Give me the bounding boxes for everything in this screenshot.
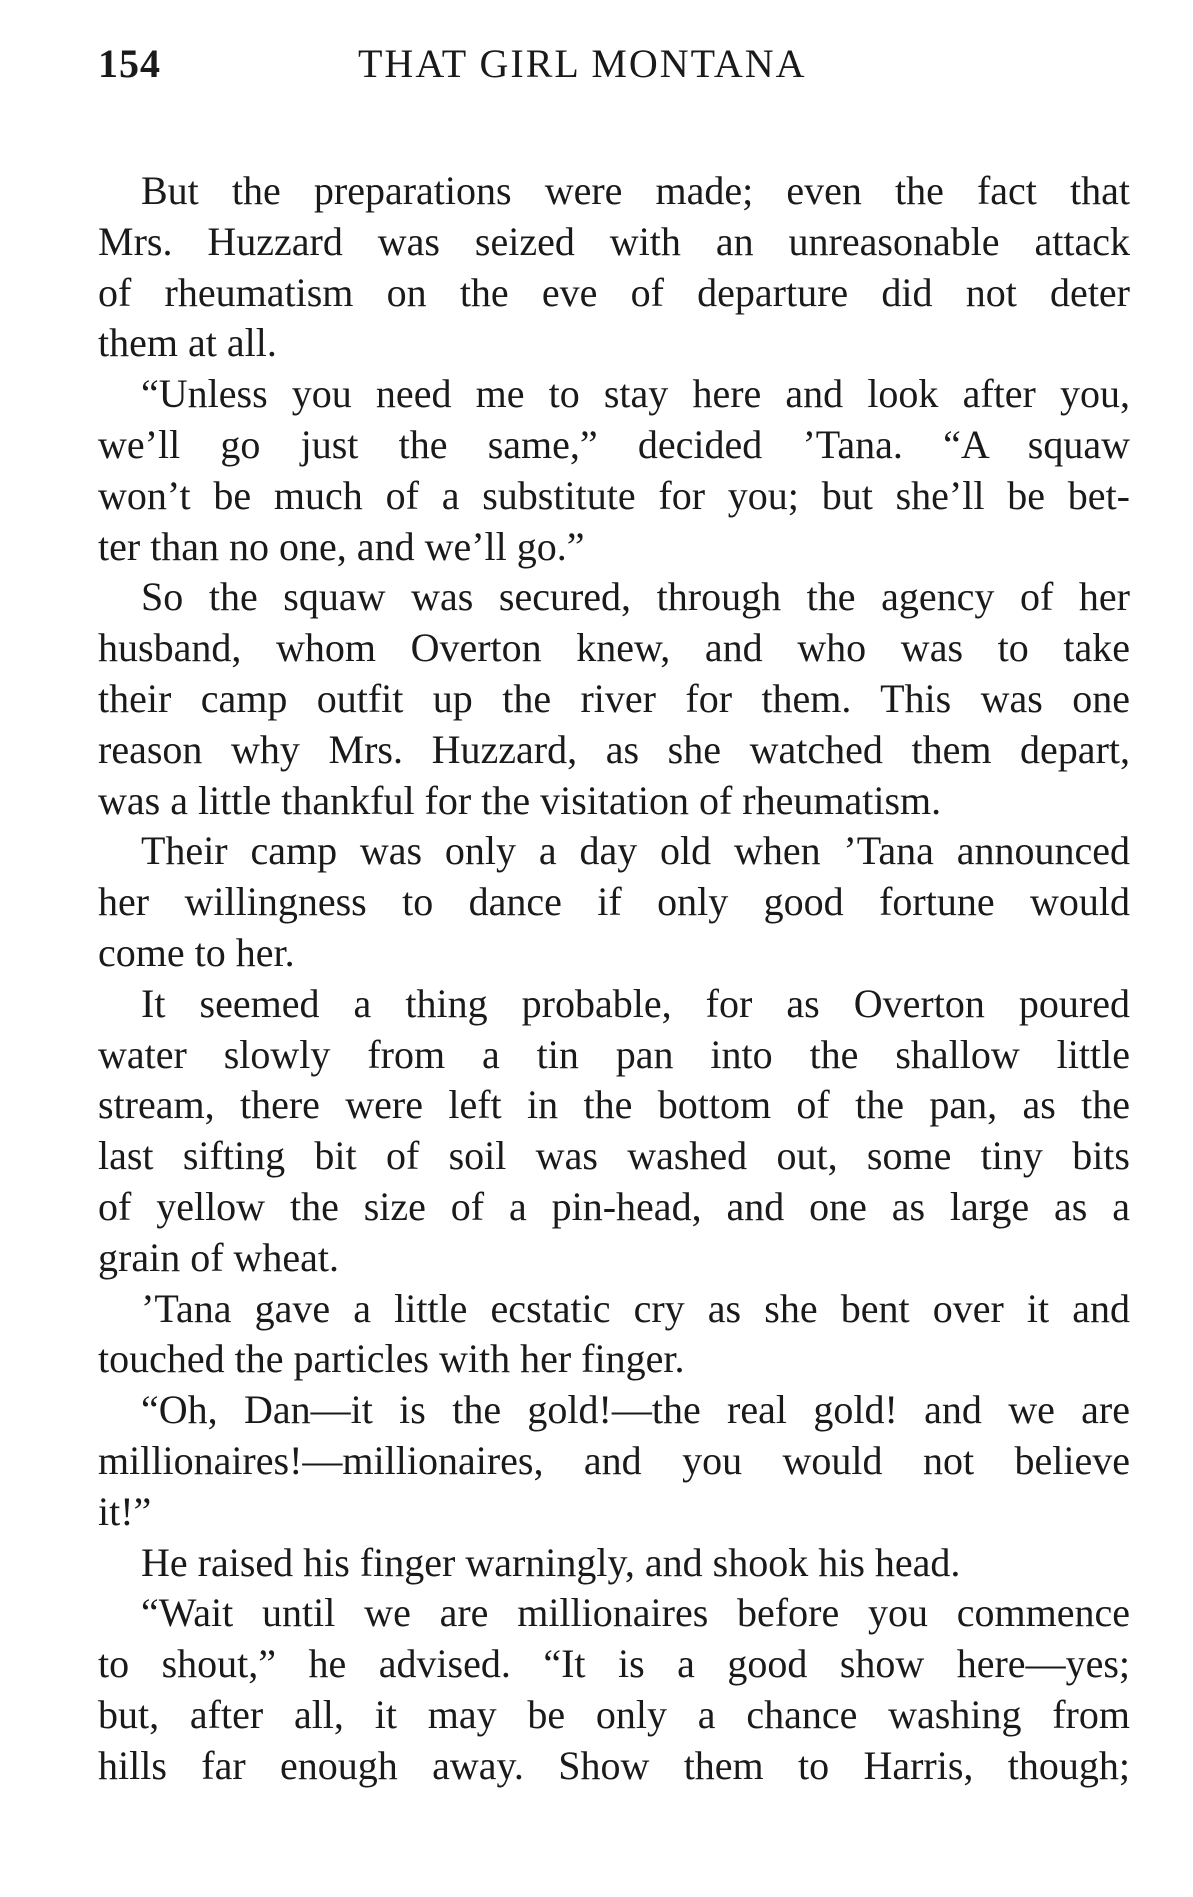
text-line: it!” bbox=[98, 1488, 152, 1534]
text-line: come to her. bbox=[98, 929, 295, 975]
text-line: reason why Mrs. Huzzard, as she watched them depart, bbox=[98, 726, 1130, 772]
text-line: But the preparations were made; even the fact that bbox=[141, 168, 1130, 213]
text-line: last sifting bit of soil was washed out, some tiny bits bbox=[98, 1133, 1130, 1179]
text-line: “Unless you need me to stay here and look after you, bbox=[141, 371, 1130, 417]
text-line: So the squaw was secured, through the agency of her bbox=[141, 574, 1130, 620]
running-head bbox=[98, 40, 1130, 102]
text-line: It seemed a thing probable, for as Overton poured bbox=[141, 980, 1130, 1026]
text-line: ’Tana gave a little ecstatic cry as she bent over it and bbox=[141, 1285, 1130, 1331]
text-line: of rheumatism on the eve of departure did not deter bbox=[98, 269, 1130, 315]
text-line: grain of wheat. bbox=[98, 1234, 340, 1280]
text-line: her willingness to dance if only good fortune would bbox=[98, 879, 1130, 925]
text-line: stream, there were left in the bottom of the pan, as the bbox=[98, 1082, 1130, 1128]
text-line: we’ll go just the same,” decided ’Tana. “A squaw bbox=[98, 421, 1130, 467]
text-line: won’t be much of a substitute for you; but she’ll be bet- bbox=[98, 472, 1130, 518]
text-line: millionaires!—millionaires, and you would not believe bbox=[98, 1437, 1130, 1483]
text-line: “Oh, Dan—it is the gold!—the real gold! and we are bbox=[141, 1387, 1130, 1433]
text-line: water slowly from a tin pan into the shallow little bbox=[98, 1031, 1130, 1077]
text-line: He raised his finger warningly, and shook his head. bbox=[141, 1539, 961, 1585]
page-number: 154 bbox=[98, 41, 161, 86]
text-line: hills far enough away. Show them to Harris, though; bbox=[98, 1742, 1130, 1788]
book-page bbox=[98, 40, 1130, 1792]
text-line: of yellow the size of a pin-head, and one as large as a bbox=[98, 1183, 1130, 1229]
text-line: touched the particles with her finger. bbox=[98, 1336, 685, 1382]
text-line: Their camp was only a day old when ’Tana announced bbox=[141, 828, 1130, 874]
text-line: but, after all, it may be only a chance washing from bbox=[98, 1691, 1130, 1737]
text-line: Mrs. Huzzard was seized with an unreasonable attack bbox=[98, 218, 1130, 264]
text-line: their camp outfit up the river for them. This was one bbox=[98, 675, 1130, 721]
body-text bbox=[98, 166, 1130, 1792]
text-line: them at all. bbox=[98, 320, 277, 366]
text-line: ter than no one, and we’ll go.” bbox=[98, 523, 585, 569]
text-line: “Wait until we are millionaires before you commence bbox=[141, 1590, 1130, 1636]
text-line: was a little thankful for the visitation of rheumatism. bbox=[98, 777, 942, 823]
text-line: to shout,” he advised. “It is a good show here—yes; bbox=[98, 1641, 1130, 1687]
running-title: THAT GIRL MONTANA bbox=[358, 41, 807, 86]
text-line: husband, whom Overton knew, and who was to take bbox=[98, 625, 1130, 671]
